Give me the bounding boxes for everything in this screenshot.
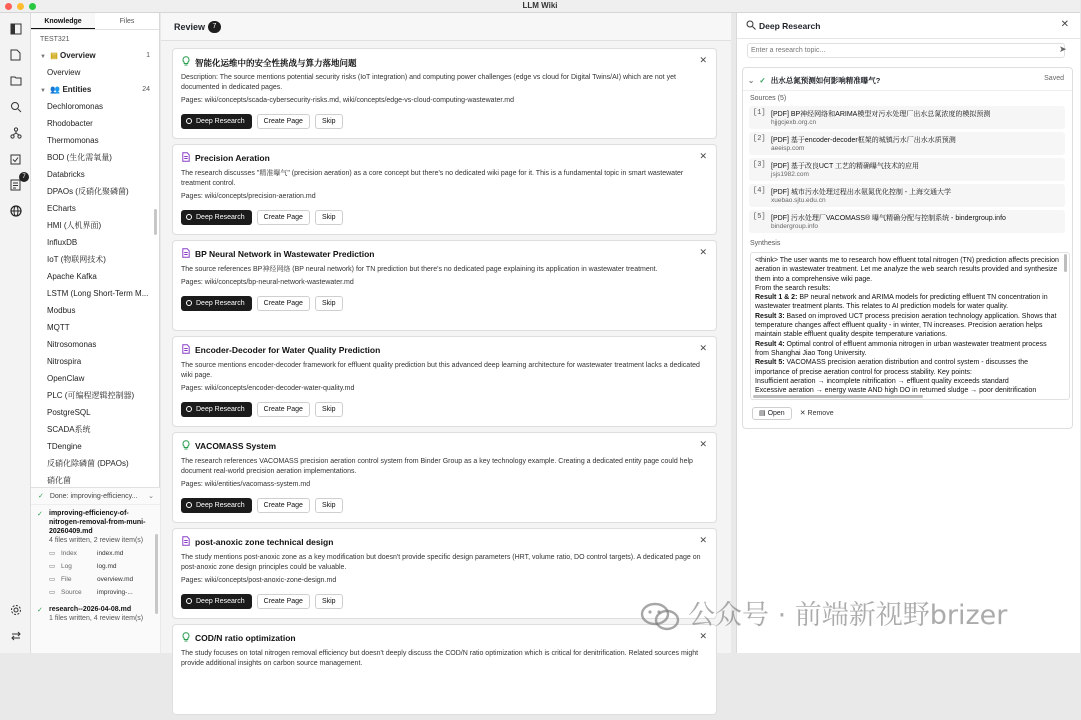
tab-files[interactable]: Files: [119, 18, 135, 25]
create-page-button[interactable]: Create Page: [257, 402, 310, 417]
job-file-row[interactable]: [49, 586, 154, 599]
tree-item-entity[interactable]: Nitrospira: [47, 357, 82, 366]
synthesis-text-run: <think> The user wants me to research how effluent total nitrogen (TN) prediction affects precision aeration in wastewater treatment. Let me analyze the web search results provided and synthesize them into a comprehensive wiki page.: [755, 257, 1059, 283]
close-icon[interactable]: ✕: [699, 535, 707, 545]
search-icon: [186, 598, 192, 604]
review-panel: [161, 13, 731, 667]
review-card-title: VACOMASS System: [195, 441, 277, 451]
review-card: [172, 528, 717, 619]
search-icon: [186, 406, 192, 412]
synthesis-paragraph: [755, 293, 1059, 312]
sources-label: Sources (5): [750, 95, 787, 102]
search-icon[interactable]: [9, 100, 22, 113]
chevron-down-icon: ▼: [40, 54, 46, 60]
tree-item-entity[interactable]: 反硝化除磷菌 (DPAOs): [47, 459, 129, 468]
deep-research-label: Deep Research: [196, 406, 245, 413]
research-question-row[interactable]: [748, 75, 1068, 86]
synthesis-text-run: Insufficient aeration → incomplete nitrification → effluent quality exceeds standard: [755, 377, 1009, 385]
review-card-title: Encoder-Decoder for Water Quality Prediction: [195, 345, 381, 355]
job-file-row[interactable]: [49, 547, 154, 560]
synthesis-label: Synthesis: [750, 240, 781, 247]
overview-folder-icon: ▤: [50, 51, 58, 60]
research-question: 出水总氮预测如何影响精准曝气?: [770, 76, 881, 85]
job-subtitle: 4 files written, 2 review item(s): [49, 537, 144, 544]
review-card-description: The research discusses "精准曝气" (precision aeration) as a core concept but there's no dedicated wiki page for it. This is a fundamental topic in smart wastewater treatment control.: [181, 170, 684, 187]
review-card-description: The source mentions encoder-decoder framework for effluent quality prediction but this advanced deep learning architecture for wastewater treatment lacks a dedicated wiki page.: [181, 362, 700, 379]
entity-list: [31, 98, 159, 489]
check-circle-icon: ✓: [37, 511, 43, 518]
source-number: [3]: [753, 161, 766, 169]
source-item[interactable]: [749, 132, 1065, 155]
source-domain: xuebao.sjtu.edu.cn: [771, 197, 826, 204]
chevron-down-icon: ⌄: [148, 493, 154, 500]
deep-research-label: Deep Research: [196, 118, 245, 125]
section-entities-label: Entities: [62, 85, 92, 94]
job-file-row[interactable]: [49, 560, 154, 573]
review-card: [172, 144, 717, 235]
section-overview-label: Overview: [60, 51, 96, 60]
divider: [743, 90, 1072, 91]
file-icon[interactable]: [9, 48, 22, 61]
users-icon: 👥: [50, 85, 61, 94]
review-count-badge: 7: [208, 21, 221, 33]
review-card-actions: [181, 594, 343, 609]
skip-button[interactable]: Skip: [315, 210, 343, 225]
close-icon[interactable]: ✕: [699, 439, 707, 449]
file-value: overview.md: [97, 576, 134, 583]
lightbulb-icon: [181, 440, 190, 450]
section-overview-count: 1: [146, 52, 150, 59]
research-result: [742, 67, 1073, 429]
research-header: [737, 13, 1081, 39]
folder-icon[interactable]: [9, 74, 22, 87]
synthesis-paragraph: [755, 340, 1059, 359]
deep-research-button[interactable]: [181, 114, 252, 129]
jobs-scrollbar[interactable]: [155, 534, 158, 614]
skip-button[interactable]: Skip: [315, 296, 343, 311]
synthesis-bold: Result 5:: [755, 359, 785, 367]
review-card-description: The study mentions post-anoxic zone as a key modification but doesn't provide specific design parameters (HRT, volume ratio, DO control targets). A dedicated page on post-anoxic zone design principles could be valuable.: [181, 554, 701, 571]
close-icon[interactable]: ✕: [699, 343, 707, 353]
deep-research-button[interactable]: [181, 210, 252, 225]
tree-item-entity[interactable]: HMI (人机界面): [47, 221, 102, 230]
open-button-label: Open: [767, 410, 785, 417]
file-icon: ▭: [49, 576, 56, 583]
deep-research-label: Deep Research: [196, 502, 245, 509]
create-page-button[interactable]: Create Page: [257, 210, 310, 225]
source-item[interactable]: [749, 158, 1065, 181]
review-card-pages: Pages: wiki/concepts/precision-aeration.md: [181, 193, 316, 200]
synthesis-text: [750, 252, 1070, 400]
synthesis-text-run: VACOMASS precision aeration distribution and control system - discusses the importance of precise aeration control for process stability. Key points:: [755, 359, 1028, 376]
chevron-down-icon: ▼: [40, 88, 46, 94]
review-card-pages: Pages: wiki/entities/vacomass-system.md: [181, 481, 311, 488]
deep-research-button[interactable]: [181, 296, 252, 311]
source-number: [2]: [753, 135, 766, 143]
job-subtitle: 1 files written, 4 review item(s): [49, 615, 144, 622]
lightbulb-icon: [181, 56, 190, 66]
source-domain: hjjgcjexb.org.cn: [771, 119, 817, 126]
create-page-button[interactable]: Create Page: [257, 114, 310, 129]
job-item[interactable]: [31, 505, 160, 601]
review-card-description: Description: The source mentions potential security risks (IoT integration) and computing power challenges (edge vs cloud for Digital Twins/AI) which are not yet documented in dedicated pages.: [181, 74, 676, 91]
synthesis-text-run: Excessive aeration → energy waste AND high DO in returned sludge → poor denitrification: [755, 387, 1037, 395]
skip-button[interactable]: Skip: [315, 594, 343, 609]
synthesis-text-run: Based on improved UCT process precision aeration technology application. Shows that temperature changes affect effluent quality - in winter, TN increases. Precision aeration helps maintain stable effluent quality despite temperature variations.: [755, 312, 1057, 339]
synthesis-bold: Result 4:: [755, 340, 785, 348]
switch-icon[interactable]: [9, 629, 22, 642]
job-file-list: [49, 547, 154, 599]
settings-icon[interactable]: [9, 603, 22, 616]
window-title: LLM Wiki: [522, 1, 558, 10]
search-icon: [186, 214, 192, 220]
review-card-description: The study focuses on total nitrogen removal efficiency but doesn't deeply discuss the COD/N ratio optimization which is critical for denitrification. Related sources might provide additional insights on carbon source management.: [181, 650, 699, 667]
review-card-description: The research references VACOMASS precision aeration control system from Binder Group as a key technology example. Creating a dedicated entity page could help document real-world precision aeration implementations.: [181, 458, 693, 475]
deep-research-label: Deep Research: [196, 300, 245, 307]
review-card-title: post-anoxic zone technical design: [195, 537, 334, 547]
tree-item-entity[interactable]: PLC (可编程逻辑控制器): [47, 391, 135, 400]
search-icon: [186, 502, 192, 508]
research-actions: [752, 407, 834, 420]
tree-item-entity[interactable]: OpenClaw: [47, 374, 85, 383]
close-icon[interactable]: ✕: [699, 247, 707, 257]
wiki-icon[interactable]: [9, 22, 22, 35]
create-page-button[interactable]: Create Page: [257, 498, 310, 513]
review-card-actions: [181, 296, 343, 311]
ingest-jobs-panel: [31, 487, 160, 653]
source-domain: jsjs1982.com: [771, 171, 809, 178]
check-circle-icon: ✓: [37, 607, 43, 614]
search-icon: [186, 300, 192, 306]
workspace-name: TEST321: [40, 36, 70, 43]
research-topic-input[interactable]: Enter a research topic...: [747, 43, 1065, 58]
review-card-title: 智能化运维中的安全性挑战与算力落地问题: [195, 58, 357, 68]
tree-item-entity[interactable]: InfluxDB: [47, 238, 78, 247]
tree-item-entity[interactable]: Rhodobacter: [47, 119, 93, 128]
chevron-down-icon: ⌄: [748, 76, 755, 85]
deep-research-button[interactable]: [181, 594, 252, 609]
remove-button[interactable]: [800, 407, 834, 420]
review-card: [172, 624, 717, 715]
title-bar: [0, 0, 1080, 13]
send-icon[interactable]: ➤: [1059, 44, 1067, 54]
job-title: research--2026-04-08.md: [49, 606, 132, 613]
source-domain: bindergroup.info: [771, 223, 818, 230]
synthesis-paragraph: [755, 256, 1059, 284]
tree-item-entity[interactable]: TDengine: [47, 442, 82, 451]
tree-item-entity[interactable]: ECharts: [47, 204, 76, 213]
review-header: [161, 13, 731, 41]
watermark-text: 公众号 · 前端新视野brizer: [688, 600, 1008, 631]
synthesis-text-run: Optimal control of effluent ammonia nitrogen in urban wastewater treatment process from Shanghai Jiao Tong University.: [755, 340, 1047, 357]
source-title: [PDF] 基于encoder-decoder框架的城镇污水厂出水水质预测: [771, 137, 956, 144]
source-title: [PDF] 污水处理厂VACOMASS® 曝气精确分配与控制系统 - bindergroup.info: [771, 215, 1006, 222]
review-card-pages: Pages: wiki/concepts/post-anoxic-zone-design.md: [181, 577, 337, 584]
graph-icon[interactable]: [9, 126, 22, 139]
job-file-row[interactable]: [49, 573, 154, 586]
close-icon: ✕: [799, 410, 806, 417]
synthesis-bold: Result 3:: [755, 312, 785, 320]
synthesis-scrollbar[interactable]: [1064, 254, 1067, 272]
skip-button[interactable]: Skip: [315, 114, 343, 129]
tab-knowledge[interactable]: Knowledge: [31, 13, 95, 29]
tree-item-entity[interactable]: Apache Kafka: [47, 272, 97, 281]
review-title: Review: [174, 22, 206, 32]
create-page-button[interactable]: Create Page: [257, 594, 310, 609]
tree-item-entity[interactable]: IoT (物联网技术): [47, 255, 106, 264]
check-circle-icon: ✓: [38, 493, 44, 500]
synthesis-text-run: From the search results:: [755, 284, 831, 292]
synthesis-paragraph: [755, 358, 1059, 377]
create-page-button[interactable]: Create Page: [257, 296, 310, 311]
sidebar: [31, 13, 160, 653]
source-number: [4]: [753, 187, 766, 195]
file-value: log.md: [97, 563, 117, 570]
source-item[interactable]: [749, 210, 1065, 233]
tree-item-entity[interactable]: LSTM (Long Short-Term M...: [47, 289, 149, 298]
jobs-header[interactable]: [31, 488, 160, 505]
tree-item-entity[interactable]: Dechloromonas: [47, 102, 104, 111]
icon-rail: [0, 13, 31, 653]
review-card: [172, 240, 717, 331]
file-value: index.md: [97, 550, 124, 557]
skip-button[interactable]: Skip: [315, 402, 343, 417]
deep-research-label: Deep Research: [196, 598, 245, 605]
saved-status: Saved: [1044, 75, 1064, 82]
page-icon: [181, 152, 190, 162]
source-title: [PDF] 城市污水处理过程出水氨氮优化控制 - 上海交通大学: [771, 189, 952, 196]
synthesis-paragraph: [755, 377, 1059, 386]
source-title: [PDF] BP神经网络和ARIMA模型对污水处理厂出水总氮浓度的模拟预测: [771, 111, 991, 118]
close-icon[interactable]: ✕: [699, 55, 707, 65]
review-count-badge: 7: [19, 172, 29, 182]
page-icon: [181, 248, 190, 258]
lightbulb-icon: [181, 632, 190, 642]
source-title: [PDF] 基于改良UCT 工艺的精确曝气技术的应用: [771, 163, 920, 170]
open-button[interactable]: [752, 407, 792, 420]
clipboard-check-icon[interactable]: [9, 152, 22, 165]
review-card-title: BP Neural Network in Wastewater Prediction: [195, 249, 375, 259]
search-icon: [746, 20, 756, 32]
review-card: [172, 432, 717, 523]
skip-button[interactable]: Skip: [315, 498, 343, 513]
tree-item-overview[interactable]: Overview: [47, 68, 81, 77]
review-card: [172, 336, 717, 427]
tree-item-entity[interactable]: Nitrosomonas: [47, 340, 97, 349]
review-card: [172, 48, 717, 139]
search-icon: [186, 118, 192, 124]
review-card-description: The source references BP神经网络 (BP neural network) for TN prediction but there's no dedicated page explaining its application in wastewater treatment.: [181, 266, 658, 273]
file-icon: ▭: [49, 589, 56, 596]
tree-item-entity[interactable]: MQTT: [47, 323, 70, 332]
tree-item-entity[interactable]: 硝化菌: [47, 476, 71, 485]
review-card-pages: Pages: wiki/concepts/bp-neural-network-wastewater.md: [181, 279, 354, 286]
remove-button-label: Remove: [807, 410, 834, 417]
review-cards: [172, 48, 717, 720]
review-card-title: Precision Aeration: [195, 153, 270, 163]
synthesis-hscrollbar[interactable]: [753, 395, 923, 398]
file-kind: Index: [61, 550, 77, 557]
synthesis-text-run: BP neural network and ARIMA models for predicting effluent TN concentration in wastewater treatment plants. This relates to AI prediction models for water quality.: [755, 294, 1048, 311]
review-card-title: COD/N ratio optimization: [195, 633, 296, 643]
source-item[interactable]: [749, 106, 1065, 129]
section-overview[interactable]: [31, 47, 159, 64]
page-icon: [181, 536, 190, 546]
tree-item-entity[interactable]: DPAOs (反硝化聚磷菌): [47, 187, 129, 196]
synthesis-bold: Result 1 & 2:: [755, 294, 798, 302]
file-kind: Log: [61, 563, 72, 570]
tree-item-entity[interactable]: Databricks: [47, 170, 85, 179]
deep-research-panel: [736, 13, 1080, 653]
file-value: improving-...: [97, 589, 133, 596]
source-number: [1]: [753, 109, 766, 117]
review-card-pages: Pages: wiki/concepts/encoder-decoder-water-quality.md: [181, 385, 355, 392]
file-icon: ▭: [49, 563, 56, 570]
globe-icon[interactable]: [9, 204, 22, 217]
watermark: [640, 593, 1060, 631]
review-card-actions: [181, 210, 343, 225]
tree-item-entity[interactable]: Modbus: [47, 306, 76, 315]
wechat-icon: [640, 603, 680, 631]
close-icon[interactable]: ✕: [1060, 19, 1069, 30]
section-entities-count: 24: [142, 86, 150, 93]
job-item[interactable]: [31, 601, 160, 625]
file-kind: Source: [61, 589, 82, 596]
check-circle-icon: ✓: [759, 76, 766, 85]
deep-research-label: Deep Research: [196, 214, 245, 221]
deep-research-button[interactable]: [181, 402, 252, 417]
file-icon: ▤: [759, 410, 766, 417]
source-number: [5]: [753, 213, 766, 221]
section-entities[interactable]: [31, 81, 159, 98]
page-icon: [181, 344, 190, 354]
synthesis-paragraph: [755, 312, 1059, 340]
file-kind: File: [61, 576, 72, 583]
tree-item-entity[interactable]: BOD (生化需氧量): [47, 153, 112, 162]
review-card-actions: [181, 402, 343, 417]
source-item[interactable]: [749, 184, 1065, 207]
review-card-actions: [181, 114, 343, 129]
tree-item-entity[interactable]: PostgreSQL: [47, 408, 91, 417]
tree-item-entity[interactable]: SCADA系统: [47, 425, 91, 434]
review-card-pages: Pages: wiki/concepts/scada-cybersecurity-risks.md, wiki/concepts/edge-vs-cloud-computing-wastewater.md: [181, 97, 515, 104]
research-title: Deep Research: [759, 21, 821, 31]
sidebar-scrollbar[interactable]: [154, 209, 157, 235]
close-icon[interactable]: ✕: [699, 151, 707, 161]
sidebar-tabs: [31, 13, 159, 30]
jobs-header-label: Done: improving-efficiency...: [49, 493, 138, 500]
review-card-actions: [181, 498, 343, 513]
close-icon[interactable]: ✕: [699, 631, 707, 641]
deep-research-button[interactable]: [181, 498, 252, 513]
synthesis-paragraph: [755, 284, 1059, 293]
tree-item-entity[interactable]: Thermomonas: [47, 136, 99, 145]
job-title: improving-efficiency-of-nitrogen-removal-from-muni-20260409.md: [49, 510, 146, 535]
file-icon: ▭: [49, 550, 56, 557]
source-domain: aeeisp.com: [771, 145, 805, 152]
